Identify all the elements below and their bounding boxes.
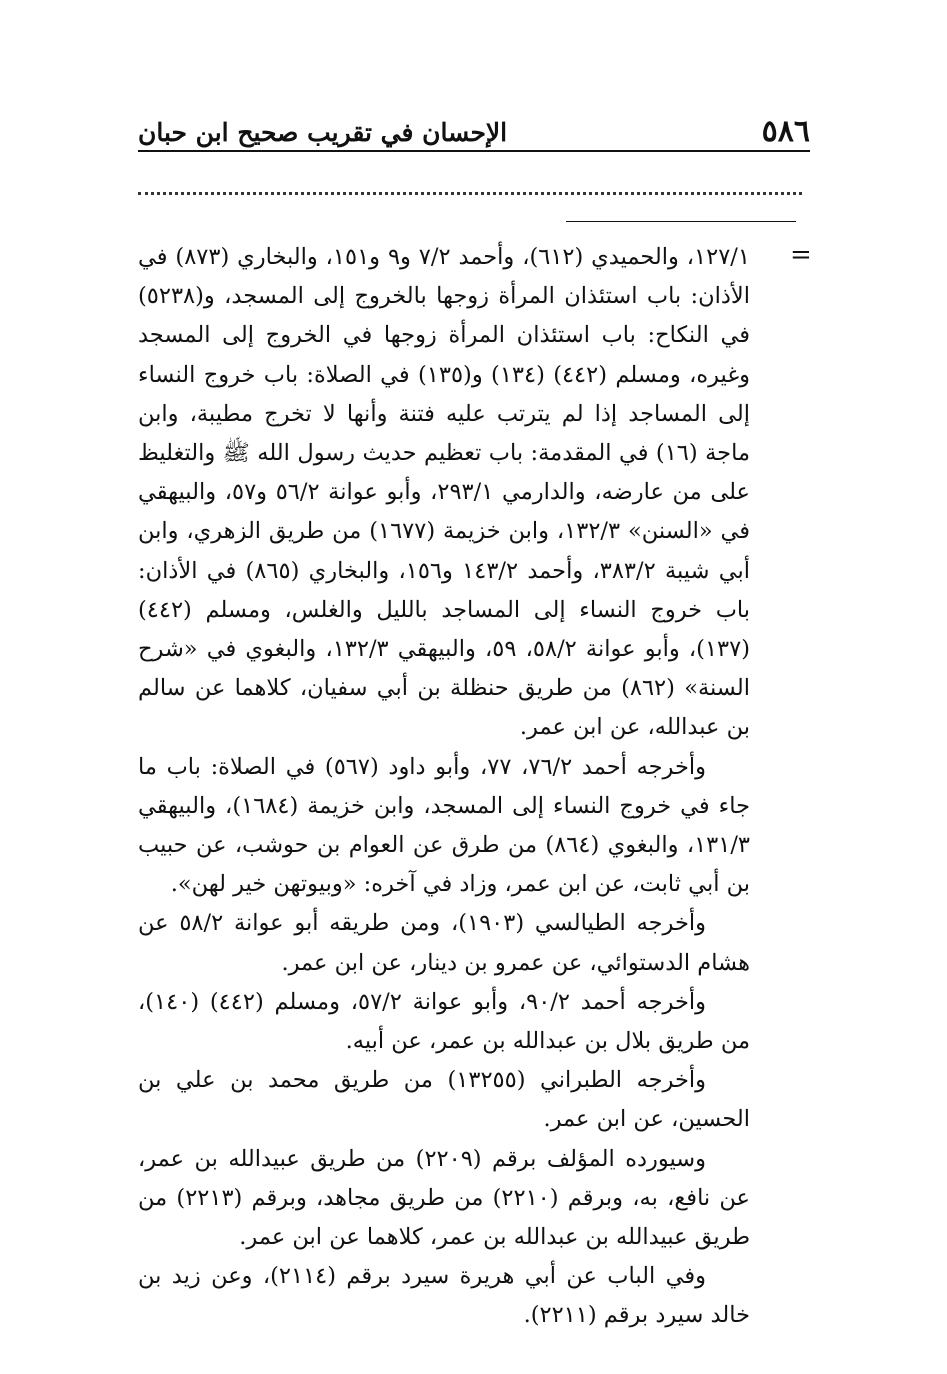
continuation-mark: = xyxy=(790,240,812,270)
paragraph-2: وأخرجه أحمد ٧٦/٢، ٧٧، وأبو داود (٥٦٧) في الصلاة: باب ما جاء في خروج النساء إلى المسجد، وابن خزيمة (١٦٨٤)، والبيهقي ١٣١/٣، والبغوي (٨٦٤) من طرق عن العوام بن حوشب، عن حبيب بن أبي ثابت، عن ابن عمر، وزاد في آخره: «وبيوتهن خير لهن». xyxy=(138,753,751,898)
footnote-text xyxy=(138,238,750,1336)
paragraph-5: وأخرجه الطبراني (١٣٢٥٥) من طريق محمد بن علي بن الحسين، عن ابن عمر. xyxy=(138,1067,750,1133)
dotted-separator xyxy=(138,192,802,195)
footnote-rule xyxy=(566,221,796,222)
paragraph-6: وسيورده المؤلف برقم (٢٢٠٩) من طريق عبيدالله بن عمر، عن نافع، به، وبرقم (٢٢١٠) من طريق مجاهد، وبرقم (٢٢١٣) من طريق عبيدالله بن عبدالله بن عمر، كلاهما عن ابن عمر. xyxy=(138,1145,750,1251)
paragraph-3: وأخرجه الطيالسي (١٩٠٣)، ومن طريقه أبو عوانة ٥٨/٢ عن هشام الدستوائي، عن عمرو بن دينار، عن ابن عمر. xyxy=(138,910,750,976)
paragraph-7: وفي الباب عن أبي هريرة سيرد برقم (٢١١٤)، وعن زيد بن خالد سيرد برقم (٢٢١١). xyxy=(138,1263,750,1329)
header-rule xyxy=(138,150,810,152)
running-title: الإحسان في تقريب صحيح ابن حبان xyxy=(138,118,508,147)
paragraph-1: ١٢٧/١، والحميدي (٦١٢)، وأحمد ٧/٢ و٩ و١٥١، والبخاري (٨٧٣) في الأذان: باب استئذان المرأة زوجها بالخروج إلى المسجد، و(٥٢٣٨) في النكاح: باب استئذان المرأة زوجها في الخروج إلى المسجد وغيره، ومسلم (٤٤٢) (١٣٤) و(١٣٥) في الصلاة: باب خروج النساء إلى المساجد إذا لم يترتب عليه فتنة وأنها لا تخرج مطيبة، وابن ماجة (١٦) في المقدمة: باب تعظيم حديث رسول الله ﷺ والتغليظ على من عارضه، والدارمي ٢٩٣/١، وأبو عوانة ٥٦/٢ و٥٧، والبيهقي في «السنن» ١٣٢/٣، وابن خزيمة (١٦٧٧) من طريق الزهري، وابن أبي شيبة ٣٨٣/٢، وأحمد ١٤٣/٢ و١٥٦، والبخاري (٨٦٥) في الأذان: باب خروج النساء إلى المساجد بالليل والغلس، ومسلم (٤٤٢) (١٣٧)، وأبو عوانة ٥٨/٢، ٥٩، والبيهقي ١٣٢/٣، والبغوي في «شرح السنة» (٨٦٢) من طريق حنظلة بن أبي سفيان، كلاهما عن سالم بن عبدالله، عن ابن عمر. xyxy=(138,244,750,741)
page-number: ٥٨٦ xyxy=(761,114,810,149)
page-header xyxy=(138,112,810,152)
paragraph-4: وأخرجه أحمد ٩٠/٢، وأبو عوانة ٥٧/٢، ومسلم (٤٤٢) (١٤٠)، من طريق بلال بن عبدالله بن عمر، عن أبيه. xyxy=(138,988,750,1055)
